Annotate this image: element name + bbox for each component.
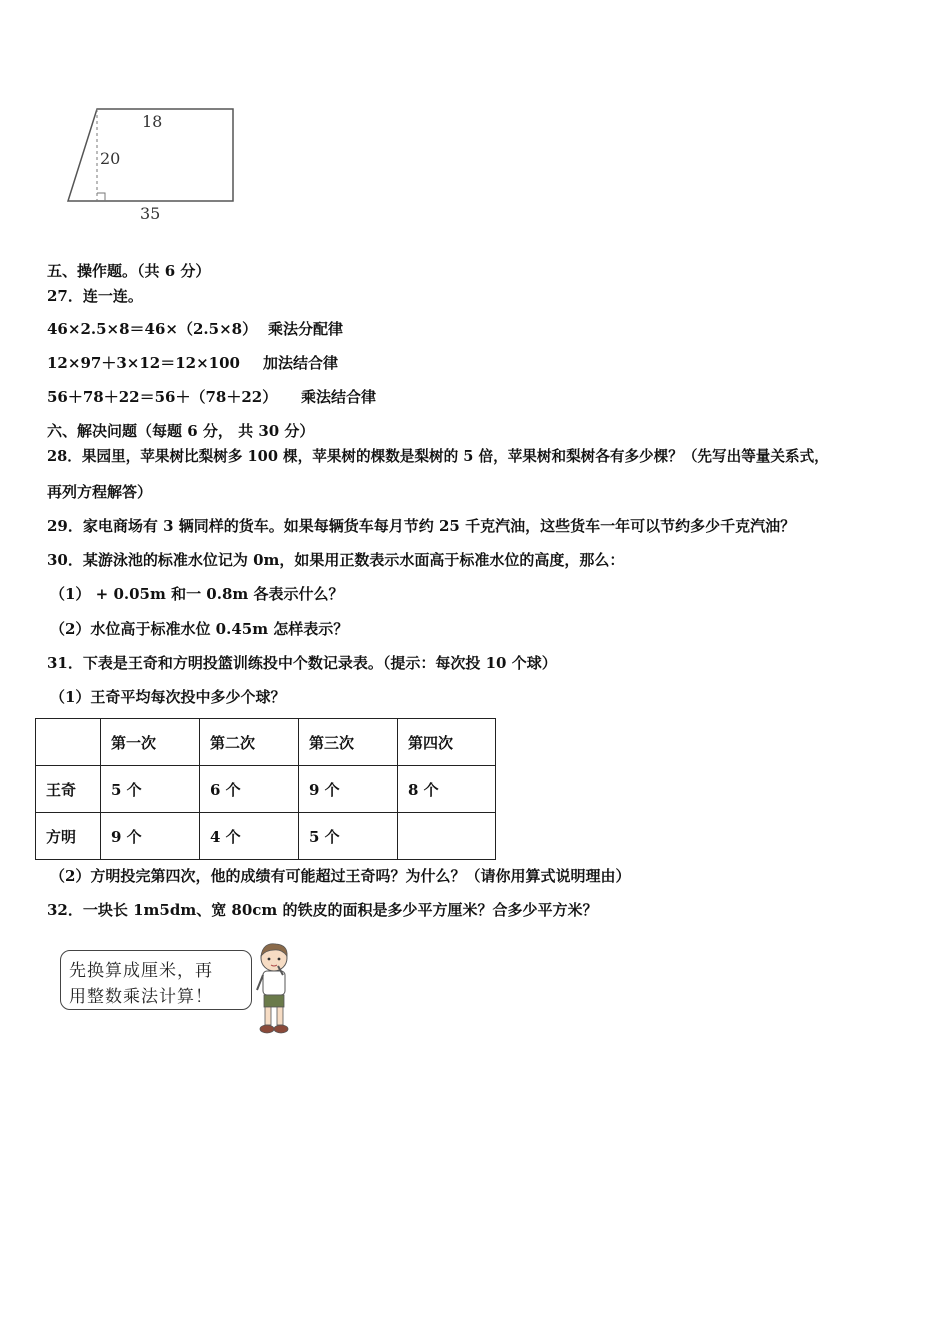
question-32: 32．一块长 1m5dm、宽 80cm 的铁皮的面积是多少平方厘米？合多少平方米？ <box>47 901 598 919</box>
question-28-line2: 再列方程解答） <box>47 483 153 501</box>
hint-speech-bubble <box>60 950 252 1010</box>
table-cell: 王奇 <box>36 766 101 813</box>
table-cell: 5 个 <box>299 813 398 860</box>
top-length-label: 18 <box>142 112 163 131</box>
question-29: 29．家电商场有 3 辆同样的货车。如果每辆货车每月节约 25 千克汽油，这些货车一年可以节约多少千克汽油？ <box>47 517 796 535</box>
section6-heading: 六、解决问题（每题 6 分， 共 30 分） <box>47 422 315 440</box>
table-header-cell: 第四次 <box>398 719 496 766</box>
question-30: 30．某游泳池的标准水位记为 0m，如果用正数表示水面高于标准水位的高度，那么： <box>47 551 625 569</box>
table-row <box>36 766 496 813</box>
match-law-3: 乘法结合律 <box>301 388 377 406</box>
question-30-part1: （1） + 0.05m 和一 0.8m 各表示什么？ <box>50 585 344 603</box>
table-cell: 6 个 <box>200 766 299 813</box>
table-cell: 8 个 <box>398 766 496 813</box>
table-cell: 方明 <box>36 813 101 860</box>
match-law-1: 乘法分配律 <box>268 320 344 338</box>
hint-line-1: 先换算成厘米，再 <box>69 961 213 981</box>
question-31-part1: （1）王奇平均每次投中多少个球？ <box>50 688 286 706</box>
table-header-cell: 第三次 <box>299 719 398 766</box>
table-cell: 9 个 <box>299 766 398 813</box>
question-27: 27．连一连。 <box>47 287 143 305</box>
match-expression-3: 56＋78＋22＝56＋（78＋22） <box>47 388 278 406</box>
hint-line-2: 用整数乘法计算！ <box>69 987 213 1007</box>
section5-heading: 五、操作题。（共 6 分） <box>47 262 211 280</box>
boy-illustration <box>248 940 298 1036</box>
table-row <box>36 813 496 860</box>
question-28-line1: 28．果园里，苹果树比梨树多 100 棵，苹果树的棵数是梨树的 5 倍，苹果树和梨树各有多少棵？（先写出等量关系式， <box>47 448 829 465</box>
table-cell <box>36 719 101 766</box>
bottom-length-label: 35 <box>140 204 161 223</box>
question-30-part2: （2）水位高于标准水位 0.45m 怎样表示？ <box>50 620 349 638</box>
table-header-cell: 第一次 <box>101 719 200 766</box>
trapezoid-figure <box>60 100 250 225</box>
table-cell: 5 个 <box>101 766 200 813</box>
table-header-row <box>36 719 496 766</box>
match-law-2: 加法结合律 <box>263 354 339 372</box>
table-cell <box>398 813 496 860</box>
table-header-cell: 第二次 <box>200 719 299 766</box>
right-angle-mark <box>97 193 105 201</box>
shooting-record-table <box>35 718 496 860</box>
height-label: 20 <box>100 149 121 168</box>
match-expression-2: 12×97＋3×12＝12×100 <box>47 354 240 372</box>
question-31: 31．下表是王奇和方明投篮训练投中个数记录表。（提示：每次投 10 个球） <box>47 654 557 672</box>
question-31-part2: （2）方明投完第四次，他的成绩有可能超过王奇吗？为什么？（请你用算式说明理由） <box>50 867 631 885</box>
table-cell: 9 个 <box>101 813 200 860</box>
table-cell: 4 个 <box>200 813 299 860</box>
match-expression-1: 46×2.5×8＝46×（2.5×8） <box>47 320 258 338</box>
